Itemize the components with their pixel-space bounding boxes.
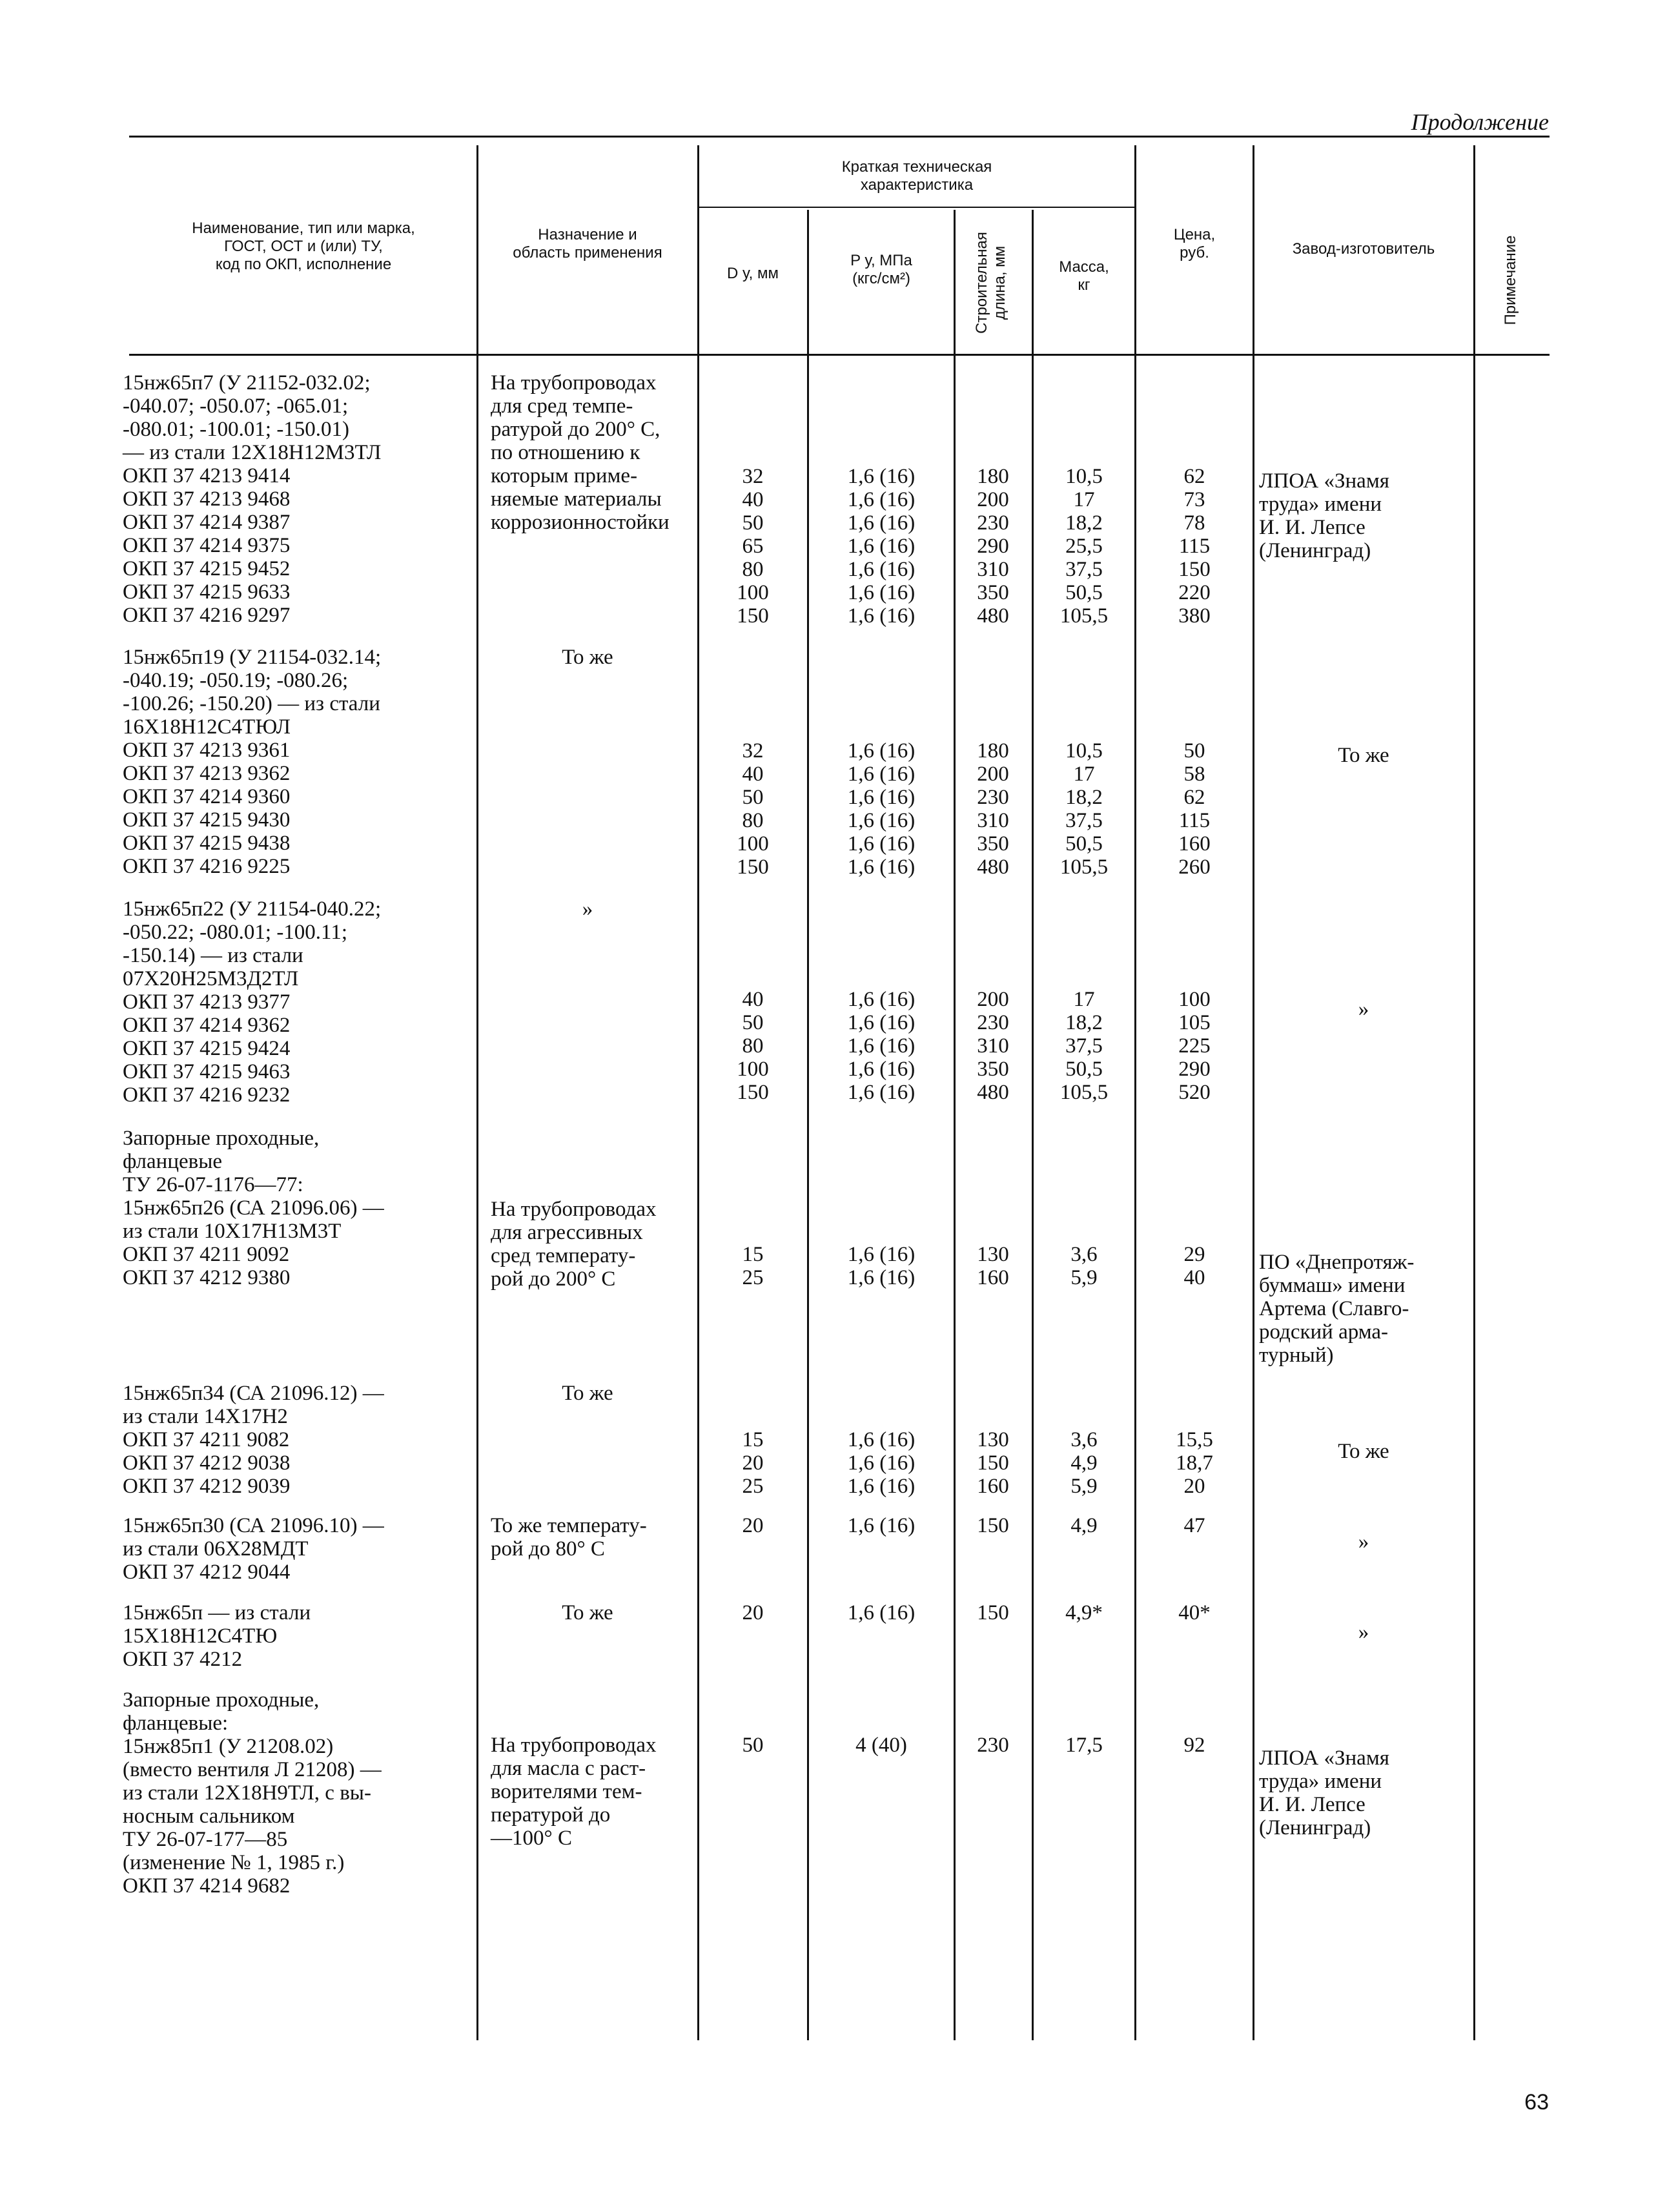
table-row-maker: То же xyxy=(1338,1440,1389,1463)
table-row-name: 15нж65п — из стали 15Х18Н12С4ТЮ ОКП 37 4212 xyxy=(123,1601,311,1671)
table-row-du: 15 20 25 xyxy=(742,1428,764,1498)
header-maker: Завод-изготовитель xyxy=(1292,240,1435,258)
table-row-price: 50 58 62 115 160 260 xyxy=(1178,739,1211,879)
table-row-maker: То же xyxy=(1338,744,1389,767)
header-length: Строительная длина, мм xyxy=(973,232,1008,334)
table-row-maker: » xyxy=(1358,1530,1369,1553)
header-tech: Краткая техническая характеристика xyxy=(841,158,992,194)
table-row-purpose: На трубопроводах для сред темпе- ратурой до 200° С, по отношению к которым приме- няемые материалы коррозионностойки xyxy=(491,371,670,534)
table-row-du: 20 xyxy=(742,1601,764,1624)
header-purpose: Назначение и область применения xyxy=(513,226,662,261)
header-py: P у, МПа (кгс/см²) xyxy=(850,252,912,287)
column-divider xyxy=(476,145,478,2040)
table-row-length: 200 230 310 350 480 xyxy=(977,988,1009,1104)
table-row-purpose: На трубопроводах для масла с раст- ворителями тем- пературой до —100° С xyxy=(491,1734,657,1850)
table-row-mass: 10,5 17 18,2 25,5 37,5 50,5 105,5 xyxy=(1059,465,1109,628)
table-row-purpose: То же температу- рой до 80° С xyxy=(491,1514,647,1561)
table-row-du: 40 50 80 100 150 xyxy=(737,988,769,1104)
tech-header-rule xyxy=(697,207,1136,208)
table-row-py: 1,6 (16) xyxy=(847,1601,916,1624)
table-row-price: 92 xyxy=(1183,1734,1205,1757)
table-row-py: 1,6 (16) 1,6 (16) 1,6 (16) xyxy=(847,1428,916,1498)
header-bottom-rule xyxy=(129,354,1550,356)
table-row-name: Запорные проходные, фланцевые ТУ 26-07-1176—77: 15нж65п26 (СА 21096.06) — из стали 10Х17Н13М3Т ОКП 37 4211 9092 ОКП 37 4212 9380 xyxy=(123,1127,384,1289)
continuation-label: Продолжение xyxy=(1411,109,1549,135)
column-divider xyxy=(807,210,809,2040)
table-row-purpose: То же xyxy=(562,1601,613,1624)
table-row-length: 180 200 230 310 350 480 xyxy=(977,739,1009,879)
column-divider xyxy=(1032,210,1034,2040)
table-row-maker: » xyxy=(1358,1621,1369,1644)
column-divider xyxy=(1253,145,1254,2040)
header-note: Примечание xyxy=(1502,235,1519,325)
table-row-purpose: На трубопроводах для агрессивных сред температу- рой до 200° С xyxy=(491,1198,657,1291)
table-row-length: 180 200 230 290 310 350 480 xyxy=(977,465,1009,628)
table-row-py: 4 (40) xyxy=(855,1734,907,1757)
table-row-length: 230 xyxy=(977,1734,1009,1757)
table-row-py: 1,6 (16) 1,6 (16) 1,6 (16) 1,6 (16) 1,6 (16) xyxy=(847,988,916,1104)
table-top-rule xyxy=(129,136,1550,138)
column-divider xyxy=(697,145,699,2040)
table-row-price: 47 xyxy=(1183,1514,1205,1537)
column-divider xyxy=(1473,145,1475,2040)
table-row-price: 40* xyxy=(1178,1601,1211,1624)
table-row-name: Запорные проходные, фланцевые: 15нж85п1 (У 21208.02) (вместо вентиля Л 21208) — из стали 12Х18Н9ТЛ, с вы- носным сальником ТУ 26-07-177—85 (изменение № 1, 1985 г.) ОКП 37 4214 9682 xyxy=(123,1688,382,1898)
table-row-du: 50 xyxy=(742,1734,764,1757)
table-row-purpose: То же xyxy=(562,1382,613,1405)
page-number: 63 xyxy=(1524,2090,1549,2115)
table-row-py: 1,6 (16) 1,6 (16) 1,6 (16) 1,6 (16) 1,6 (16) 1,6 (16) 1,6 (16) xyxy=(847,465,916,628)
table-row-du: 20 xyxy=(742,1514,764,1537)
table-row-mass: 10,5 17 18,2 37,5 50,5 105,5 xyxy=(1059,739,1109,879)
table-row-name: 15нж65п7 (У 21152-032.02; -040.07; -050.07; -065.01; -080.01; -100.01; -150.01) — из стали 12Х18Н12М3ТЛ ОКП 37 4213 9414 ОКП 37 4213 9468 ОКП 37 4214 9387 ОКП 37 4214 9375 ОКП 37 4215 9452 ОКП 37 4215 9633 ОКП 37 4216 9297 xyxy=(123,371,382,627)
header-price: Цена, руб. xyxy=(1173,226,1216,261)
table-row-maker: ЛПОА «Знамя труда» имени И. И. Лепсе (Ленинград) xyxy=(1259,1746,1389,1839)
table-row-price: 15,5 18,7 20 xyxy=(1176,1428,1213,1498)
table-row-mass: 3,6 5,9 xyxy=(1070,1243,1098,1289)
table-row-du: 32 40 50 65 80 100 150 xyxy=(737,465,769,628)
column-divider xyxy=(1134,145,1136,2040)
table-row-py: 1,6 (16) 1,6 (16) 1,6 (16) 1,6 (16) 1,6 (16) 1,6 (16) xyxy=(847,739,916,879)
header-du: D у, мм xyxy=(727,265,779,282)
table-row-py: 1,6 (16) 1,6 (16) xyxy=(847,1243,916,1289)
table-row-mass: 17 18,2 37,5 50,5 105,5 xyxy=(1059,988,1109,1104)
table-row-price: 100 105 225 290 520 xyxy=(1178,988,1211,1104)
table-row-length: 150 xyxy=(977,1514,1009,1537)
table-row-price: 62 73 78 115 150 220 380 xyxy=(1178,465,1211,628)
table-row-mass: 17,5 xyxy=(1065,1734,1103,1757)
table-row-name: 15нж65п19 (У 21154-032.14; -040.19; -050.19; -080.26; -100.26; -150.20) — из стали 16Х18Н12С4ТЮЛ ОКП 37 4213 9361 ОКП 37 4213 9362 ОКП 37 4214 9360 ОКП 37 4215 9430 ОКП 37 4215 9438 ОКП 37 4216 9225 xyxy=(123,646,382,878)
header-mass: Масса, кг xyxy=(1059,258,1109,294)
table-row-mass: 4,9* xyxy=(1065,1601,1103,1624)
table-row-maker: » xyxy=(1358,998,1369,1021)
table-row-maker: ПО «Днепротяж- буммаш» имени Артема (Славго- родский арма- турный) xyxy=(1259,1251,1415,1367)
table-row-length: 130 160 xyxy=(977,1243,1009,1289)
header-name: Наименование, тип или марка, ГОСТ, ОСТ и (или) ТУ, код по ОКП, исполнение xyxy=(192,220,415,273)
table-row-maker: ЛПОА «Знамя труда» имени И. И. Лепсе (Ленинград) xyxy=(1259,469,1389,562)
table-row-name: 15нж65п30 (СА 21096.10) — из стали 06Х28МДТ ОКП 37 4212 9044 xyxy=(123,1514,384,1584)
table-row-du: 32 40 50 80 100 150 xyxy=(737,739,769,879)
table-row-length: 150 xyxy=(977,1601,1009,1624)
table-row-mass: 3,6 4,9 5,9 xyxy=(1070,1428,1098,1498)
table-row-mass: 4,9 xyxy=(1070,1514,1098,1537)
table-row-name: 15нж65п22 (У 21154-040.22; -050.22; -080.01; -100.11; -150.14) — из стали 07Х20Н25М3Д2ТЛ ОКП 37 4213 9377 ОКП 37 4214 9362 ОКП 37 4215 9424 ОКП 37 4215 9463 ОКП 37 4216 9232 xyxy=(123,897,382,1107)
table-row-purpose: » xyxy=(582,897,593,921)
table-row-purpose: То же xyxy=(562,646,613,669)
table-row-name: 15нж65п34 (СА 21096.12) — из стали 14Х17Н2 ОКП 37 4211 9082 ОКП 37 4212 9038 ОКП 37 4212 9039 xyxy=(123,1382,384,1498)
table-row-length: 130 150 160 xyxy=(977,1428,1009,1498)
table-row-du: 15 25 xyxy=(742,1243,764,1289)
table-row-py: 1,6 (16) xyxy=(847,1514,916,1537)
table-row-price: 29 40 xyxy=(1183,1243,1205,1289)
